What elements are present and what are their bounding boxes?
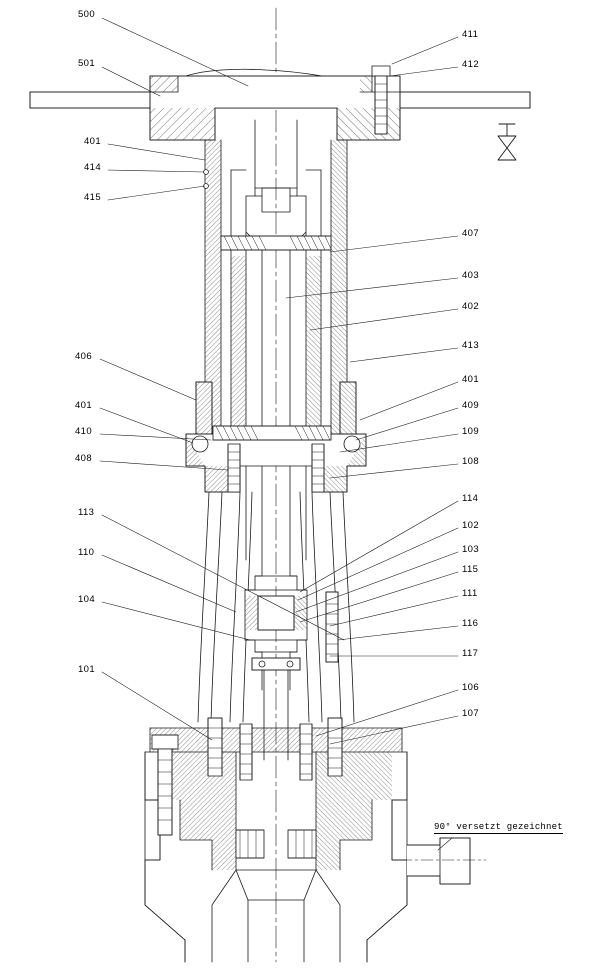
label-401-mid: 401 xyxy=(75,400,93,411)
label-114: 114 xyxy=(462,493,479,504)
yoke-bolt-411 xyxy=(372,66,390,134)
label-102: 102 xyxy=(462,520,480,531)
label-117: 117 xyxy=(462,648,479,659)
label-414: 414 xyxy=(84,162,102,173)
label-407: 407 xyxy=(462,228,480,239)
label-412: 412 xyxy=(462,59,480,70)
label-108: 108 xyxy=(462,456,480,467)
label-410: 410 xyxy=(75,426,93,437)
label-500: 500 xyxy=(78,9,96,20)
label-402: 402 xyxy=(462,301,480,312)
label-116: 116 xyxy=(462,618,479,629)
label-403: 403 xyxy=(462,270,480,281)
label-401-upper: 401 xyxy=(84,136,102,147)
label-411: 411 xyxy=(462,29,479,40)
offset-note-text: 90° versetzt gezeichnet xyxy=(434,822,563,832)
upper-packing-407 xyxy=(221,236,331,250)
label-101: 101 xyxy=(78,664,96,675)
label-107: 107 xyxy=(462,708,480,719)
label-110: 110 xyxy=(78,547,95,558)
bowtie-valve-symbol xyxy=(498,124,516,160)
label-409: 409 xyxy=(462,400,480,411)
label-415: 415 xyxy=(84,192,102,203)
offset-note xyxy=(434,822,563,832)
label-401-right: 401 xyxy=(462,374,480,385)
label-501: 501 xyxy=(78,58,96,69)
label-103: 103 xyxy=(462,544,480,555)
yoke-top-flange xyxy=(150,69,400,140)
label-408: 408 xyxy=(75,453,93,464)
label-109: 109 xyxy=(462,426,480,437)
label-115: 115 xyxy=(462,564,479,575)
label-406: 406 xyxy=(75,351,93,362)
label-413: 413 xyxy=(462,340,480,351)
label-111: 111 xyxy=(462,588,478,599)
label-106: 106 xyxy=(462,682,480,693)
label-113: 113 xyxy=(78,507,95,518)
label-104: 104 xyxy=(78,594,96,605)
